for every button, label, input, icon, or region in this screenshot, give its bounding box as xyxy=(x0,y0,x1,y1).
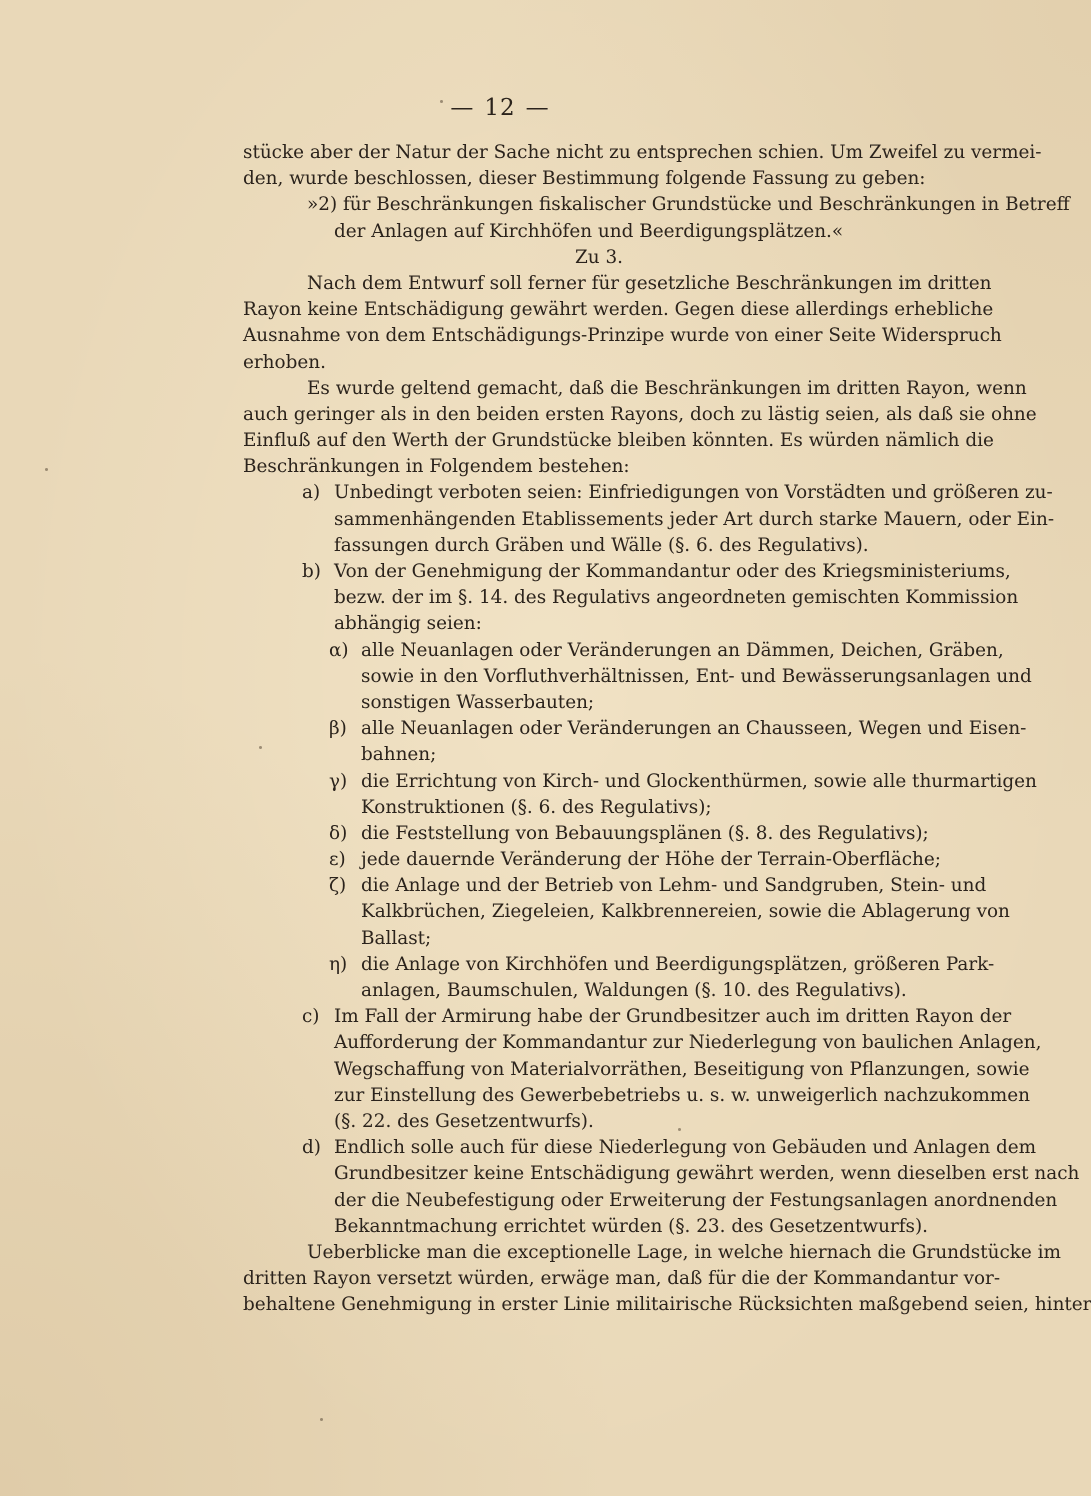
text-line xyxy=(243,952,995,978)
line-text: abhängig seien: xyxy=(334,613,482,635)
text-line xyxy=(243,664,1032,690)
list-label: γ) xyxy=(329,770,348,792)
text-line xyxy=(243,454,955,480)
line-text: die Errichtung von Kirch- und Glockenthürmen, sowie alle thurmartigen xyxy=(361,770,1037,792)
text-line xyxy=(243,1083,1030,1109)
text-line xyxy=(243,1240,1061,1266)
page-number-value: 12 xyxy=(484,95,516,121)
text-line xyxy=(243,245,955,271)
text-line xyxy=(243,716,1027,742)
line-text: Endlich solle auch für diese Niederlegung von Gebäuden und Anlagen dem xyxy=(334,1137,1037,1159)
line-text: Ausnahme von dem Entschädigungs-Prinzipe wurde von einer Seite Widerspruch xyxy=(243,325,1002,347)
line-text: alle Neuanlagen oder Veränderungen an Chausseen, Wegen und Eisen- xyxy=(361,718,1027,740)
text-line xyxy=(243,690,955,716)
list-label: a) xyxy=(302,482,321,504)
text-line xyxy=(243,769,1037,795)
line-text: Ballast; xyxy=(361,927,432,949)
body-text xyxy=(243,140,1091,1318)
text-line xyxy=(243,638,1004,664)
text-line xyxy=(243,585,1019,611)
line-text: bezw. der im §. 14. des Regulativs angeordneten gemischten Kommission xyxy=(334,587,1019,609)
line-text: Nach dem Entwurf soll ferner für gesetzliche Beschränkungen im dritten xyxy=(307,272,992,294)
line-text: alle Neuanlagen oder Veränderungen an Dämmen, Deichen, Gräben, xyxy=(361,639,1004,661)
line-text: fassungen durch Gräben und Wälle (§. 6. des Regulativs). xyxy=(334,534,869,556)
line-text: behaltene Genehmigung in erster Linie militairische Rücksichten maßgebend seien, hinter xyxy=(243,1294,1091,1316)
text-line xyxy=(243,1004,1012,1030)
paper-speck xyxy=(259,746,262,749)
text-line xyxy=(243,271,992,297)
line-text: anlagen, Baumschulen, Waldungen (§. 10. des Regulativs). xyxy=(361,980,907,1001)
text-line xyxy=(243,1109,955,1135)
text-line xyxy=(243,1030,1042,1056)
text-line xyxy=(243,402,1037,428)
list-label: ε) xyxy=(329,849,346,871)
text-line xyxy=(243,1135,1037,1161)
line-text: Von der Genehmigung der Kommandantur oder des Kriegsministeriums, xyxy=(334,561,1011,582)
text-line xyxy=(243,533,955,559)
line-text: Im Fall der Armirung habe der Grundbesitzer auch im dritten Rayon der xyxy=(334,1006,1012,1028)
text-line xyxy=(243,1188,1058,1214)
line-text: die Anlage und der Betrieb von Lehm- und Sandgruben, Stein- und xyxy=(361,875,987,897)
list-label: α) xyxy=(329,639,349,661)
line-text: Einfluß auf den Werth der Grundstücke bleiben könnten. Es würden nämlich die xyxy=(243,430,994,452)
page-number: — 12 — xyxy=(450,95,550,121)
line-text: auch geringer als in den beiden ersten Rayons, doch zu lästig seien, als daß sie ohne xyxy=(243,403,1037,425)
list-label: b) xyxy=(302,561,321,582)
line-text: jede dauernde Veränderung der Höhe der Terrain-Oberfläche; xyxy=(361,849,941,871)
list-label: η) xyxy=(329,953,348,975)
list-label: c) xyxy=(302,1006,320,1028)
paper-speck xyxy=(440,100,443,103)
list-label: ζ) xyxy=(329,875,347,897)
text-line xyxy=(243,926,955,952)
line-text: Konstruktionen (§. 6. des Regulativs); xyxy=(361,796,712,818)
text-line xyxy=(243,611,955,637)
line-text: die Anlage von Kirchhöfen und Beerdigungsplätzen, größeren Park- xyxy=(361,953,995,975)
text-line xyxy=(243,795,955,821)
text-line xyxy=(243,821,955,847)
line-text: Kalkbrüchen, Ziegeleien, Kalkbrennereien, sowie die Ablagerung von xyxy=(361,901,1010,923)
text-line xyxy=(243,480,1053,506)
text-line xyxy=(243,899,1010,925)
line-text: Es wurde geltend gemacht, daß die Beschränkungen im dritten Rayon, wenn xyxy=(307,377,1027,399)
line-text: der Anlagen auf Kirchhöfen und Beerdigungsplätzen.« xyxy=(334,220,844,242)
line-text: erhoben. xyxy=(243,351,326,373)
line-text: (§. 22. des Gesetzentwurfs). xyxy=(334,1110,594,1132)
text-line xyxy=(243,428,994,454)
line-text: dritten Rayon versetzt würden, erwäge man, daß für die der Kommandantur vor- xyxy=(243,1268,1001,1290)
line-text: Bekanntmachung errichtet würden (§. 23. des Gesetzentwurfs). xyxy=(334,1215,928,1237)
line-text: Rayon keine Entschädigung gewährt werden. Gegen diese allerdings erhebliche xyxy=(243,299,994,321)
line-text: der die Neubefestigung oder Erweiterung der Festungsanlagen anordnenden xyxy=(334,1189,1058,1211)
line-text: Unbedingt verboten seien: Einfriedigungen von Vorstädten und größeren zu- xyxy=(334,482,1053,504)
line-text: stücke aber der Natur der Sache nicht zu entsprechen schien. Um Zweifel zu vermei- xyxy=(243,142,1042,163)
text-line xyxy=(243,140,1042,166)
text-line xyxy=(243,1161,1080,1187)
line-text: Zu 3. xyxy=(574,246,623,268)
text-line xyxy=(243,219,955,245)
line-text: bahnen; xyxy=(361,744,437,766)
text-line xyxy=(243,376,1027,402)
paper-speck xyxy=(320,1418,323,1421)
text-line xyxy=(243,297,994,323)
line-text: den, wurde beschlossen, dieser Bestimmung folgende Fassung zu geben: xyxy=(243,168,926,190)
text-line xyxy=(243,192,1070,218)
line-text: die Feststellung von Bebauungsplänen (§. 8. des Regulativs); xyxy=(361,822,929,844)
text-line xyxy=(243,1214,955,1240)
text-line xyxy=(243,166,955,192)
text-line xyxy=(243,1266,1001,1292)
text-line xyxy=(243,847,955,873)
line-text: sowie in den Vorfluthverhältnissen, Ent- und Bewässerungsanlagen und xyxy=(361,665,1032,687)
line-text: sammenhängenden Etablissements jeder Art durch starke Mauern, oder Ein- xyxy=(334,508,1055,530)
text-line xyxy=(243,507,1055,533)
list-label: β) xyxy=(329,718,347,740)
text-line xyxy=(243,350,955,376)
line-text: Aufforderung der Kommandantur zur Niederlegung von baulichen Anlagen, xyxy=(334,1032,1042,1054)
line-text: sonstigen Wasserbauten; xyxy=(361,691,595,713)
line-text: Wegschaffung von Materialvorräthen, Beseitigung von Pflanzungen, sowie xyxy=(334,1058,1030,1080)
paper-speck xyxy=(45,468,48,471)
paper-speck xyxy=(678,1128,681,1131)
text-line xyxy=(243,559,1011,585)
line-text: Beschränkungen in Folgendem bestehen: xyxy=(243,456,630,478)
text-line xyxy=(243,323,1002,349)
text-line xyxy=(243,873,987,899)
text-line xyxy=(243,978,955,1004)
line-text: zur Einstellung des Gewerbebetriebs u. s. w. unweigerlich nachzukommen xyxy=(334,1084,1030,1106)
list-label: δ) xyxy=(329,822,348,844)
line-text: Grundbesitzer keine Entschädigung gewährt werden, wenn dieselben erst nach xyxy=(334,1163,1080,1185)
text-line xyxy=(243,742,955,768)
list-label: d) xyxy=(302,1137,321,1159)
text-line xyxy=(243,1057,1030,1083)
line-text: »2) für Beschränkungen fiskalischer Grundstücke und Beschränkungen in Betreff xyxy=(307,194,1070,216)
line-text: Ueberblicke man die exceptionelle Lage, in welche hiernach die Grundstücke im xyxy=(307,1241,1061,1263)
text-line xyxy=(243,1292,1091,1318)
